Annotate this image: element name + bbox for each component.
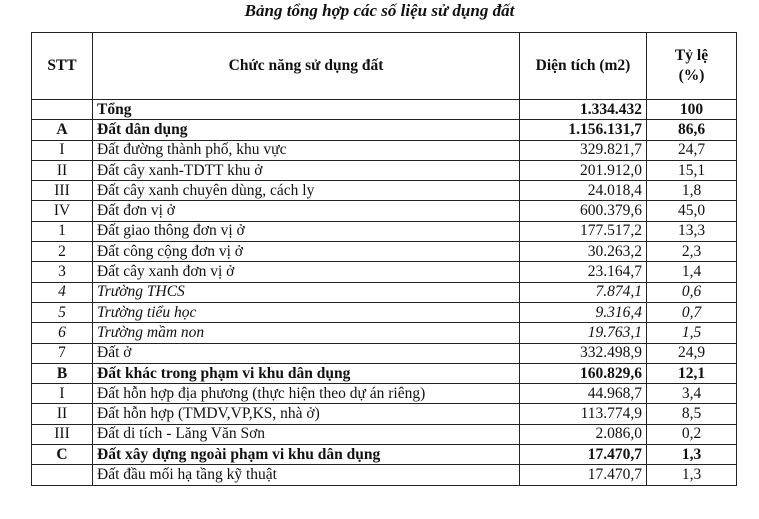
cell-function: Đất di tích - Lăng Văn Sơn: [93, 424, 520, 444]
header-stt: STT: [32, 33, 93, 100]
table-title: Bảng tổng hợp các số liệu sử dụng đất: [244, 1, 515, 20]
header-ratio-line2: (%): [678, 67, 705, 84]
cell-function: Đất hỗn hợp (TMDV,VP,KS, nhà ở): [93, 404, 520, 424]
cell-stt: II: [32, 404, 93, 424]
cell-function: Đất khác trong phạm vi khu dân dụng: [93, 363, 520, 383]
cell-area: 1.156.131,7: [520, 120, 647, 140]
cell-ratio: 8,5: [647, 404, 737, 424]
cell-stt: [32, 465, 93, 485]
cell-ratio: 2,3: [647, 242, 737, 262]
cell-ratio: 1,8: [647, 181, 737, 201]
header-area: Diện tích (m2): [520, 33, 647, 100]
cell-area: 9.316,4: [520, 302, 647, 322]
header-ratio: [647, 33, 737, 100]
cell-area: 23.164,7: [520, 262, 647, 282]
cell-stt: 3: [32, 262, 93, 282]
cell-area: 7.874,1: [520, 282, 647, 302]
table-row: [32, 445, 737, 465]
cell-stt: A: [32, 120, 93, 140]
cell-stt: C: [32, 445, 93, 465]
cell-ratio: 24,9: [647, 343, 737, 363]
table-row: [32, 262, 737, 282]
cell-function: Đất hỗn hợp địa phương (thực hiện theo dự án riêng): [93, 384, 520, 404]
cell-stt: III: [32, 181, 93, 201]
cell-area: 329.821,7: [520, 140, 647, 160]
cell-function: Đất dân dụng: [93, 120, 520, 140]
cell-area: 201.912,0: [520, 160, 647, 180]
cell-stt: 1: [32, 221, 93, 241]
cell-ratio: 86,6: [647, 120, 737, 140]
cell-ratio: 0,6: [647, 282, 737, 302]
cell-area: 2.086,0: [520, 424, 647, 444]
cell-area: 113.774,9: [520, 404, 647, 424]
table-row: [32, 282, 737, 302]
land-use-table: [31, 32, 737, 486]
table-header-row: [32, 33, 737, 100]
table-row: [32, 384, 737, 404]
cell-stt: III: [32, 424, 93, 444]
header-ratio-line1: Tỷ lệ: [674, 47, 709, 64]
cell-function: Đất cây xanh chuyên dùng, cách ly: [93, 181, 520, 201]
table-row: [32, 424, 737, 444]
table-row: [32, 302, 737, 322]
cell-ratio: 1,5: [647, 323, 737, 343]
table-row: [32, 100, 737, 120]
cell-area: 24.018,4: [520, 181, 647, 201]
cell-stt: IV: [32, 201, 93, 221]
table-row: [32, 323, 737, 343]
cell-function: Đất cây xanh-TDTT khu ở: [93, 160, 520, 180]
table-row: [32, 343, 737, 363]
cell-function: Đất đầu mối hạ tầng kỹ thuật: [93, 465, 520, 485]
cell-area: 600.379,6: [520, 201, 647, 221]
cell-function: Trường THCS: [93, 282, 520, 302]
table-row: [32, 404, 737, 424]
cell-stt: I: [32, 140, 93, 160]
table-row: [32, 465, 737, 485]
cell-function: Đất cây xanh đơn vị ở: [93, 262, 520, 282]
cell-area: 30.263,2: [520, 242, 647, 262]
table-row: [32, 181, 737, 201]
cell-stt: 4: [32, 282, 93, 302]
cell-ratio: 1,3: [647, 465, 737, 485]
header-function: Chức năng sử dụng đất: [93, 33, 520, 100]
cell-stt: 7: [32, 343, 93, 363]
table-row: [32, 120, 737, 140]
cell-ratio: 45,0: [647, 201, 737, 221]
cell-area: 177.517,2: [520, 221, 647, 241]
table-row: [32, 160, 737, 180]
cell-function: Đất giao thông đơn vị ở: [93, 221, 520, 241]
cell-ratio: 100: [647, 100, 737, 120]
cell-stt: [32, 100, 93, 120]
cell-stt: 6: [32, 323, 93, 343]
cell-area: 160.829,6: [520, 363, 647, 383]
cell-ratio: 0,7: [647, 302, 737, 322]
table-row: [32, 242, 737, 262]
cell-area: 19.763,1: [520, 323, 647, 343]
cell-stt: II: [32, 160, 93, 180]
table-row: [32, 221, 737, 241]
cell-function: Đất xây dựng ngoài phạm vi khu dân dụng: [93, 445, 520, 465]
cell-ratio: 24,7: [647, 140, 737, 160]
cell-function: Đất đơn vị ở: [93, 201, 520, 221]
cell-function: Đất ở: [93, 343, 520, 363]
cell-stt: 2: [32, 242, 93, 262]
cell-area: 1.334.432: [520, 100, 647, 120]
cell-area: 44.968,7: [520, 384, 647, 404]
cell-area: 332.498,9: [520, 343, 647, 363]
cell-function: Đất đường thành phố, khu vực: [93, 140, 520, 160]
cell-function: Đất công cộng đơn vị ở: [93, 242, 520, 262]
cell-ratio: 1,4: [647, 262, 737, 282]
cell-stt: B: [32, 363, 93, 383]
cell-stt: I: [32, 384, 93, 404]
cell-function: Trường mầm non: [93, 323, 520, 343]
cell-stt: 5: [32, 302, 93, 322]
cell-function: Trường tiểu học: [93, 302, 520, 322]
cell-area: 17.470,7: [520, 445, 647, 465]
cell-ratio: 3,4: [647, 384, 737, 404]
cell-ratio: 1,3: [647, 445, 737, 465]
cell-ratio: 0,2: [647, 424, 737, 444]
table-row: [32, 140, 737, 160]
table-row: [32, 363, 737, 383]
cell-ratio: 15,1: [647, 160, 737, 180]
table-row: [32, 201, 737, 221]
cell-area: 17.470,7: [520, 465, 647, 485]
cell-ratio: 13,3: [647, 221, 737, 241]
cell-ratio: 12,1: [647, 363, 737, 383]
table-body: [32, 100, 737, 486]
cell-function: Tổng: [93, 100, 520, 120]
